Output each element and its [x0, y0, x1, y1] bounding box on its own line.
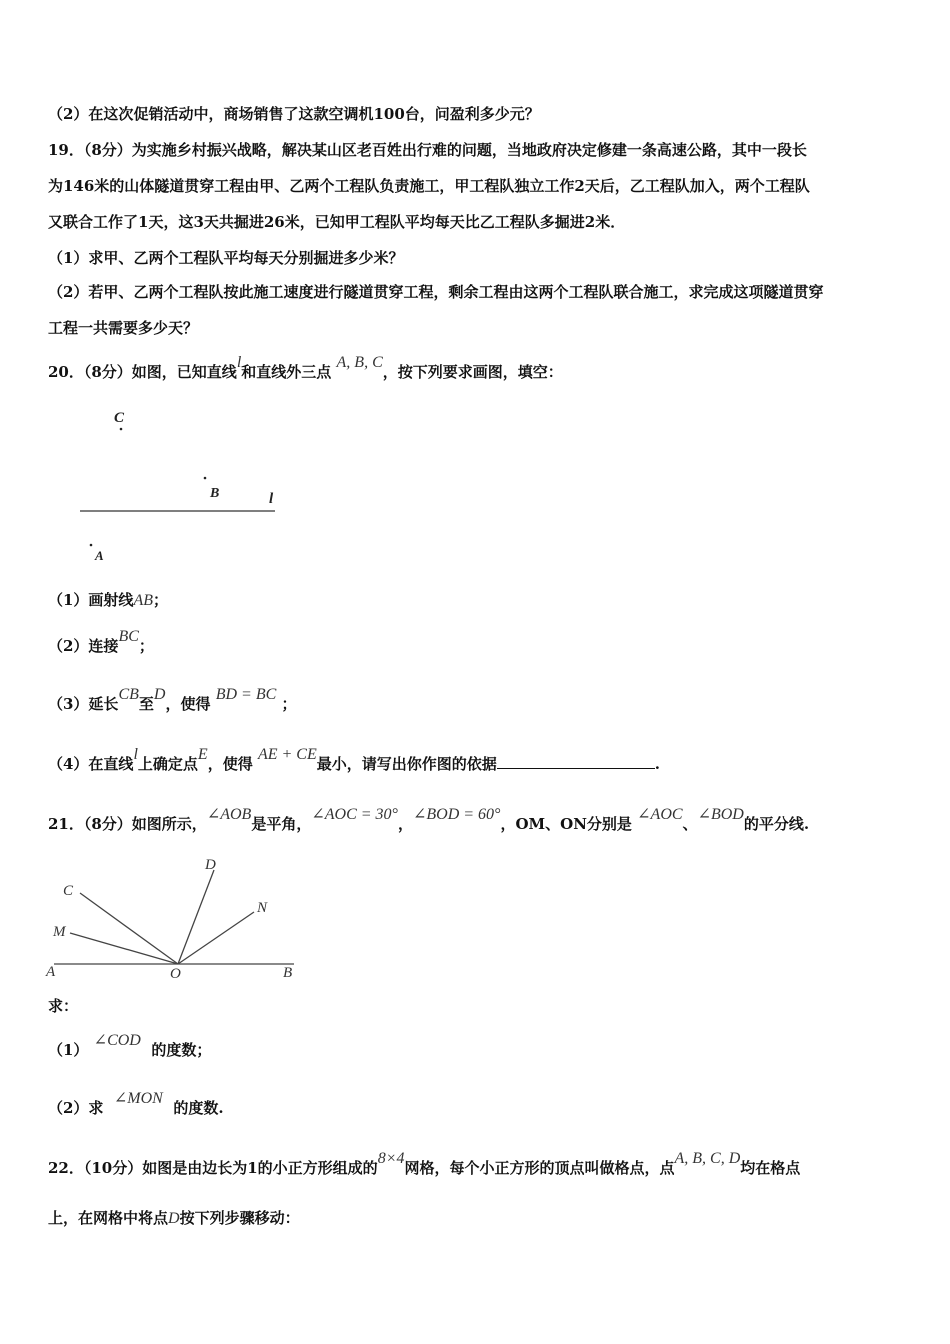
q20-p1-math: AB — [133, 592, 153, 609]
q20-p4-pre: （4）在直线 — [48, 755, 134, 773]
q20-fig-point-a — [90, 544, 93, 547]
q21-fig-label-c: C — [63, 883, 74, 899]
q20-p3-m2: D — [153, 686, 166, 703]
q22-line2-post: 按下列步骤移动： — [179, 1209, 300, 1227]
q20-fig-label-c: C — [114, 410, 125, 426]
q21-fig-label-d: D — [205, 857, 216, 873]
q22-m1: 8×4 — [377, 1150, 405, 1167]
q21-fig-label-o: O — [170, 966, 181, 982]
q20-fig-label-l: l — [269, 491, 274, 507]
q22-mid: 网格，每个小正方形的顶点叫做格点，点 — [404, 1159, 675, 1177]
q19-line2: 为146米的山体隧道贯穿工程由甲、乙两个工程队负责施工，甲工程队独立工作2天后，乙工程队加入，两个工程队 — [48, 177, 810, 195]
q22-line2 — [48, 1208, 300, 1229]
q20-p2-math: BC — [118, 628, 139, 645]
q20-fig-point-b — [204, 477, 207, 480]
q22-line2-m: D — [168, 1210, 180, 1227]
q21-fig-label-n: N — [257, 900, 268, 916]
q21-m4: ∠AOC — [637, 806, 683, 823]
q20-p1-pre: （1）画射线 — [48, 591, 134, 609]
q20-p4-m1: l — [133, 746, 138, 763]
q21-fig-label-m: M — [53, 924, 66, 940]
q22-pre: 22．（10分）如图是由边长为1的小正方形组成的 — [48, 1159, 378, 1177]
q20-p4-mid3: 最小，请写出你作图的依据 — [316, 755, 497, 773]
q21-t1: 是平角， — [251, 815, 312, 833]
q20-p4-post: . — [654, 755, 660, 773]
q20-p3-m1: CB — [118, 686, 139, 703]
q21-t3: ，OM、ON分别是 — [500, 815, 632, 833]
q20-stem — [48, 354, 563, 383]
q19-line1: 19．（8分）为实施乡村振兴战略，解决某山区老百姓出行难的问题，当地政府决定修建一条高速公路，其中一段长 — [48, 141, 807, 159]
q20-p4-m3: AE + CE — [257, 746, 317, 763]
q20-p4-m2: E — [197, 746, 208, 763]
q21-p2-pre: （2）求 — [48, 1099, 104, 1117]
q20-p2-post: ； — [138, 637, 154, 655]
q20-fig-label-b: B — [210, 486, 220, 501]
q21-stem — [48, 806, 810, 835]
q20-part3 — [48, 686, 297, 715]
q21-fig-ray-om — [70, 933, 178, 964]
q20-fig-label-a: A — [95, 548, 104, 563]
q21-p1-m: ∠COD — [93, 1032, 141, 1049]
q21-fig-label-b: B — [283, 965, 293, 981]
q20-mid: 和直线外三点 — [241, 363, 332, 381]
q21-part2 — [48, 1090, 224, 1119]
q21-pre: 21．（8分）如图所示， — [48, 815, 207, 833]
q21-p1-pre: （1） — [48, 1041, 89, 1059]
q22-post: 均在格点 — [740, 1159, 801, 1177]
q20-p4-mid2: ，使得 — [207, 755, 253, 773]
q20-part2 — [48, 628, 154, 657]
q19-part2b: 工程一共需要多少天？ — [48, 319, 199, 337]
q20-p3-mid2: ，使得 — [165, 695, 211, 713]
q19-line3: 又联合工作了1天，这3天共掘进26米，已知甲工程队平均每天比乙工程队多掘进2米． — [48, 213, 626, 231]
q21-fig-ray-on — [178, 912, 254, 964]
q19-part1: （1）求甲、乙两个工程队平均每天分别掘进多少米？ — [48, 249, 404, 267]
q20-p4-mid: 上确定点 — [137, 755, 198, 773]
q20-part1 — [48, 590, 168, 611]
q21-p2-m: ∠MON — [113, 1090, 163, 1107]
q20-points: A, B, C — [336, 354, 383, 371]
q21-p1-post: 的度数； — [151, 1041, 212, 1059]
q20-fig-point-c — [120, 428, 123, 431]
q21-figure — [40, 850, 310, 985]
q20-answer-blank[interactable] — [497, 754, 655, 769]
q21-t2: ， — [397, 815, 413, 833]
q21-t4: 、 — [682, 815, 698, 833]
q20-p1-post: ； — [153, 591, 169, 609]
q21-fig-ray-od — [178, 870, 214, 964]
q21-fig-ray-oc — [80, 893, 178, 964]
q22-line2-pre: 上，在网格中将点 — [48, 1209, 169, 1227]
q20-figure — [70, 400, 290, 570]
q19-part2a: （2）若甲、乙两个工程队按此施工速度进行隧道贯穿工程，剩余工程由这两个工程队联合施工，求完成这项隧道贯穿 — [48, 283, 824, 301]
q21-fig-label-a: A — [46, 964, 56, 980]
q20-part4 — [48, 746, 660, 775]
q20-p2-pre: （2）连接 — [48, 637, 119, 655]
q22-m2: A, B, C, D — [674, 1150, 741, 1167]
q21-m1: ∠AOB — [206, 806, 252, 823]
q21-t5: 的平分线. — [743, 815, 810, 833]
q20-line-var: l — [236, 354, 242, 371]
q21-p2-post: 的度数. — [173, 1099, 224, 1117]
q21-part1 — [48, 1032, 212, 1061]
q18-part2: （2）在这次促销活动中，商场销售了这款空调机100台，问盈利多少元？ — [48, 105, 540, 123]
q20-p3-mid: 至 — [138, 695, 154, 713]
q21-m2: ∠AOC = 30° — [311, 806, 398, 823]
q22-stem — [48, 1150, 801, 1179]
q20-p3-pre: （3）延长 — [48, 695, 119, 713]
q20-post: ，按下列要求画图，填空： — [382, 363, 563, 381]
q21-m5: ∠BOD — [697, 806, 744, 823]
q21-ask: 求： — [48, 997, 79, 1015]
q20-p3-m3: BD = BC — [215, 686, 277, 703]
q20-p3-post: ； — [281, 695, 297, 713]
q20-pre: 20．（8分）如图，已知直线 — [48, 363, 237, 381]
q21-m3: ∠BOD = 60° — [412, 806, 501, 823]
